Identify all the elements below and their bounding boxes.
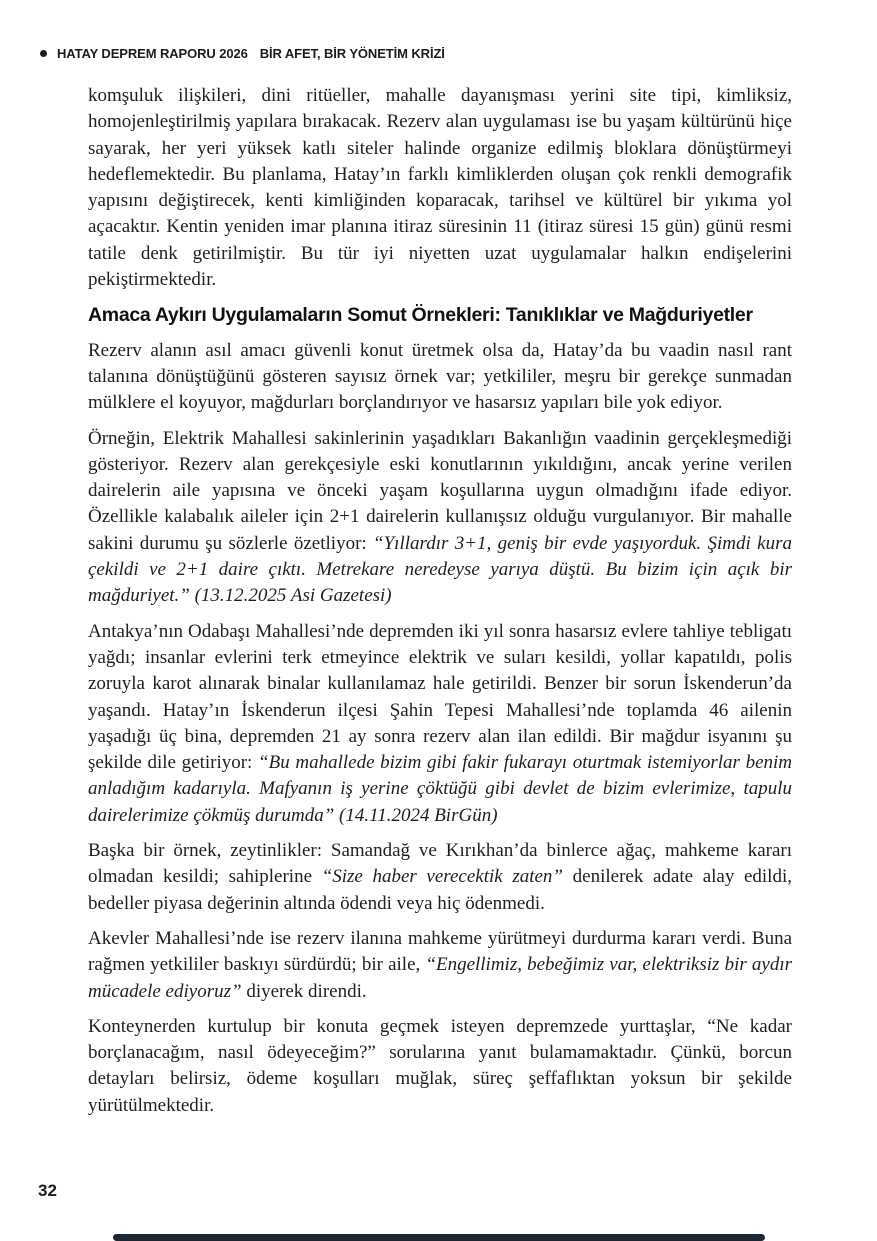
page-number: 32 [38,1181,57,1200]
bullet-icon [40,50,47,57]
paragraph [88,83,792,293]
body-text: komşuluk ilişkileri, dini ritüeller, mahalle dayanışması yerini site tipi, kimliksiz, homojenleştirilmiş yapılara bırakacak. Rezerv alan uygulaması ise bu yaşam kültürünü hiçe sayarak, her yeri yüksek katlı siteler halinde organize edilmiş bloklara dönüştürmeyi hedeflemektedir. Bu planlama, Hatay’ın farklı kimliklerden oluşan çok renkli demografik yapısını değiştirecek, kenti kimliğinden koparacak, tarihsel ve kültürel bir yıkıma yol açacaktır. Kentin yeniden imar planına itiraz süresinin 11 (itiraz süresi 15 gün) günü resmi tatile denk getirilmiştir. Bu tür iyi niyetten uzat uygulamalar halkın endişelerini pekiştirmektedir. [88,85,792,291]
paragraph [88,426,792,610]
body-text: Örneğin, Elektrik Mahallesi sakinlerinin yaşadıkları Bakanlığın vaadinin gerçekleşmediği gösteriyor. Rezerv alan gerekçesiyle eski konutlarının yıkıldığını, ancak yerine verilen dairelerin aile yapısına ve önceki yaşam koşullarına uygun olmadığını ifade ediyor. Özellikle kalabalık aileler için 2+1 dairelerin kullanışsız olduğu vurgulanıyor. Bir mahalle sakini durumu şu sözlerle özetliyor: [88,427,792,554]
footer-bar [113,1234,765,1241]
body-text: Amaca Aykırı Uygulamaların Somut Örnekleri: Tanıklıklar ve Mağduriyetler [88,304,753,327]
body-text: Başka bir örnek, zeytinlikler: Samandağ ve Kırıkhan’da binlerce ağaç, mahkeme kararı olmadan kesildi; sahiplerine [88,840,792,888]
quote-text: “Bu mahallede bizim gibi fakir fukarayı oturtmak istemiyorlar benim anladığım kadarıyla. Mafyanın iş yerine çöktüğü gibi devlet de bizim evlerimize, tapulu dairelerimize çökmüş durumda” (14.11.2024 BirGün) [88,752,792,826]
running-header [40,46,445,61]
quote-text: “Yıllardır 3+1, geniş bir evde yaşıyorduk. Şimdi kura çekildi ve 2+1 daire çıktı. Metrekare neredeyse yarıya düştü. Bu bizim için açık bir mağduriyet.” (13.12.2025 Asi Gazetesi) [88,532,792,607]
body-text: Akevler Mahallesi’nde ise rezerv ilanına mahkeme yürütmeyi durdurma kararı verdi. Buna rağmen yetkililer baskıyı sürdürdü; bir aile, [88,927,792,976]
report-subtitle: BİR AFET, BİR YÖNETİM KRİZİ [259,46,445,61]
paragraph [88,338,792,417]
body-text: Rezerv alanın asıl amacı güvenli konut üretmek olsa da, Hatay’da bu vaadin nasıl rant talanına dönüştüğünü gösteren sayısız örnek var; yetkililer, meşru bir gerekçe sunmadan mülklere el koyuyor, mağdurları borçlandırıyor ve hasarsız yapıları bile yok ediyor. [88,339,792,414]
body-text: diyerek direndi. [241,980,367,1002]
body-text: Konteynerden kurtulup bir konuta geçmek isteyen depremzede yurttaşlar, “Ne kadar borçlanacağım, nasıl ödeyeceğim?” sorularına yanıt bulamamaktadır. Çünkü, borcun detayları belirsiz, ödeme koşulları muğlak, süreç şeffaflıktan yoksun bir şekilde yürütülmektedir. [88,1015,792,1116]
article-body [88,83,792,1128]
section-heading [88,302,792,328]
body-text: Antakya’nın Odabaşı Mahallesi’nde depremden iki yıl sonra hasarsız evlere tahliye tebligatı yağdı; insanlar evlerini terk etmeyince elektrik ve suları kesildi, yollar kapatıldı, polis zoruyla karot alınarak binalar kullanılamaz hale getirildi. Benzer bir sorun İskenderun’da yaşandı. Hatay’ın İskenderun ilçesi Şahin Tepesi Mahallesi’nde toplamda 46 ailenin yaşadığı üç bina, depremden 21 ay sonra rezerv alan ilan edildi. Bir mağdur isyanını şu şekilde dile getiriyor: [88,620,792,774]
paragraph [88,926,792,1005]
report-title: HATAY DEPREM RAPORU 2026 [57,46,248,61]
paragraph [88,838,792,917]
body-text: denilerek adate alay edildi, bedeller piyasa değerinin altında ödendi veya hiç ödenmedi. [88,866,792,914]
paragraph [88,619,792,829]
quote-text: “Engellimiz, bebeğimiz var, elektriksiz bir aydır mücadele ediyoruz” [88,954,792,1002]
paragraph [88,1014,792,1119]
quote-text: “Size haber verecektik zaten” [321,866,564,888]
